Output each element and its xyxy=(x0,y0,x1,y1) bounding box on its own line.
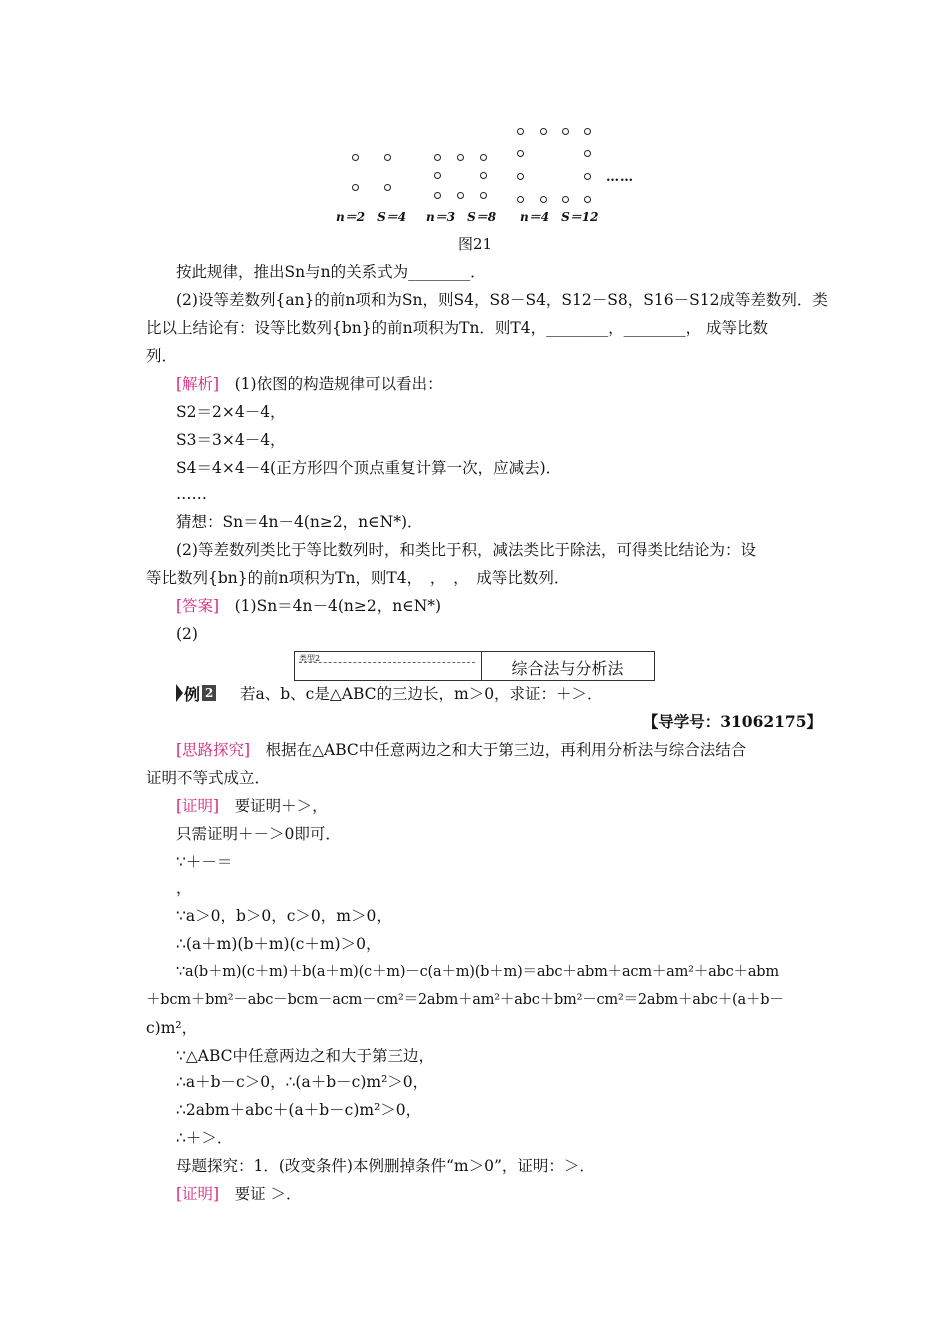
text-line: ∴(a＋m)(b＋m)(c＋m)＞0， xyxy=(176,935,382,953)
figure-dot xyxy=(434,172,441,179)
text-line: 只需证明＋－＞0即可． xyxy=(176,825,341,843)
answer-tag: [答案] xyxy=(176,597,220,615)
proof2-text: 要证 ＞． xyxy=(234,1185,302,1203)
figure-dot xyxy=(457,154,464,161)
text-line: (2)等差数列类比于等比数列时，和类比于积，减法类比于除法，可得类比结论为：设 xyxy=(176,541,756,559)
text-line: S3＝3×4－4， xyxy=(176,431,286,449)
analysis-tag: [解析] xyxy=(176,375,220,393)
proof-tag: [证明] xyxy=(176,797,220,815)
idea-tag: [思路探究] xyxy=(176,741,251,759)
text-line: ∵a(b＋m)(c＋m)＋b(a＋m)(c＋m)－c(a＋m)(b＋m)＝abc＋abm＋acm＋am²＋abc＋abm xyxy=(176,964,779,980)
text-line: (2) xyxy=(176,625,198,643)
type-title: 综合法与分析法 xyxy=(511,659,624,678)
dashed-rule xyxy=(299,662,475,663)
text-line: 证明不等式成立． xyxy=(146,769,271,787)
figure-dot xyxy=(384,184,391,191)
proof-line xyxy=(176,796,328,816)
figure-caption: 图21 xyxy=(458,235,493,253)
analysis-text: (1)依图的构造规律可以看出： xyxy=(234,375,443,393)
idea-text: 根据在△ABC中任意两边之和大于第三边，再利用分析法与综合法结合 xyxy=(265,741,747,759)
analysis-line xyxy=(176,374,443,394)
text-line: ∴a＋b－c＞0，∴(a＋b－c)m²＞0， xyxy=(176,1073,429,1091)
dot-pattern-figure xyxy=(330,118,650,228)
figure-dot xyxy=(457,192,464,199)
figure-dot xyxy=(517,150,524,157)
example-number: 2 xyxy=(202,685,216,701)
figure-label-n2: n＝2 S＝4 xyxy=(336,210,407,224)
text-line: S2＝2×4－4， xyxy=(176,403,286,421)
figure-dot xyxy=(562,196,569,203)
figure-dot xyxy=(562,128,569,135)
proof2-line xyxy=(176,1184,302,1204)
figure-dot xyxy=(434,154,441,161)
answer-text: (1)Sn＝4n－4(n≥2，n∈N*) xyxy=(234,597,442,615)
text-line: ∴＋＞． xyxy=(176,1129,233,1147)
figure-dot xyxy=(352,154,359,161)
text-line: 猜想：Sn＝4n－4(n≥2，n∈N*)． xyxy=(176,513,423,531)
answer-line xyxy=(176,596,441,616)
figure-dot xyxy=(384,154,391,161)
figure-label-n4: n＝4 S＝12 xyxy=(520,210,599,224)
triangle-arrow-icon xyxy=(176,684,183,702)
text-line: 母题探究：1．(改变条件)本例删掉条件“m＞0”，证明：＞． xyxy=(176,1157,595,1175)
text-line: ， xyxy=(176,879,192,897)
text-line: …… xyxy=(176,485,207,503)
text-line: 列． xyxy=(146,347,178,365)
text-line: (2)设等差数列{an}的前n项和为Sn，则S4，S8－S4，S12－S8，S16－S12成等差数列．类 xyxy=(176,291,828,309)
example-statement: 若a、b、c是△ABC的三边长，m＞0，求证：＋＞． xyxy=(240,685,603,703)
text-line: 比以上结论有：设等比数列{bn}的前n项积为Tn．则T4，________，________， 成等比数 xyxy=(146,319,769,337)
figure-dot xyxy=(480,192,487,199)
text-line: 等比数列{bn}的前n项积为Tn，则T4， ， ， 成等比数列． xyxy=(146,569,570,587)
guide-number: 【导学号：31062175】 xyxy=(642,712,822,731)
figure-dot xyxy=(584,128,591,135)
type-tag: 类型2 xyxy=(299,654,321,663)
type-lead-box xyxy=(294,651,655,681)
figure-ellipsis: …… xyxy=(606,170,634,185)
text-line: 按此规律，推出Sn与n的关系式为________． xyxy=(176,263,486,281)
text-line: ∵a＞0，b＞0，c＞0，m＞0， xyxy=(176,907,392,925)
text-line: ∴2abm＋abc＋(a＋b－c)m²＞0， xyxy=(176,1101,422,1119)
text-line: c)m²， xyxy=(146,1019,198,1037)
idea-line xyxy=(176,740,746,760)
figure-dot xyxy=(517,173,524,180)
figure-dot xyxy=(517,128,524,135)
figure-dot xyxy=(584,150,591,157)
example-badge xyxy=(176,683,216,703)
type-lead-left xyxy=(295,652,482,680)
figure-dot xyxy=(540,196,547,203)
text-line: ∵△ABC中任意两边之和大于第三边， xyxy=(176,1047,435,1065)
text-line: ∵＋－＝ xyxy=(176,853,233,871)
figure-dot xyxy=(584,196,591,203)
figure-dot xyxy=(480,172,487,179)
text-line: S4＝4×4－4(正方形四个顶点重复计算一次，应减去)． xyxy=(176,459,562,477)
proof-text: 要证明＋＞， xyxy=(234,797,328,815)
figure-dot xyxy=(434,192,441,199)
figure-dot xyxy=(480,154,487,161)
figure-dot xyxy=(540,128,547,135)
figure-dot xyxy=(352,184,359,191)
text-line: ＋bcm＋bm²－abc－bcm－acm－cm²＝2abm＋am²＋abc＋bm²－cm²＝2abm＋abc＋(a＋b－ xyxy=(146,992,784,1008)
proof2-tag: [证明] xyxy=(176,1185,220,1203)
figure-dot xyxy=(517,196,524,203)
figure-label-n3: n＝3 S＝8 xyxy=(426,210,497,224)
example-label: 例 xyxy=(184,684,201,704)
figure-dot xyxy=(584,173,591,180)
